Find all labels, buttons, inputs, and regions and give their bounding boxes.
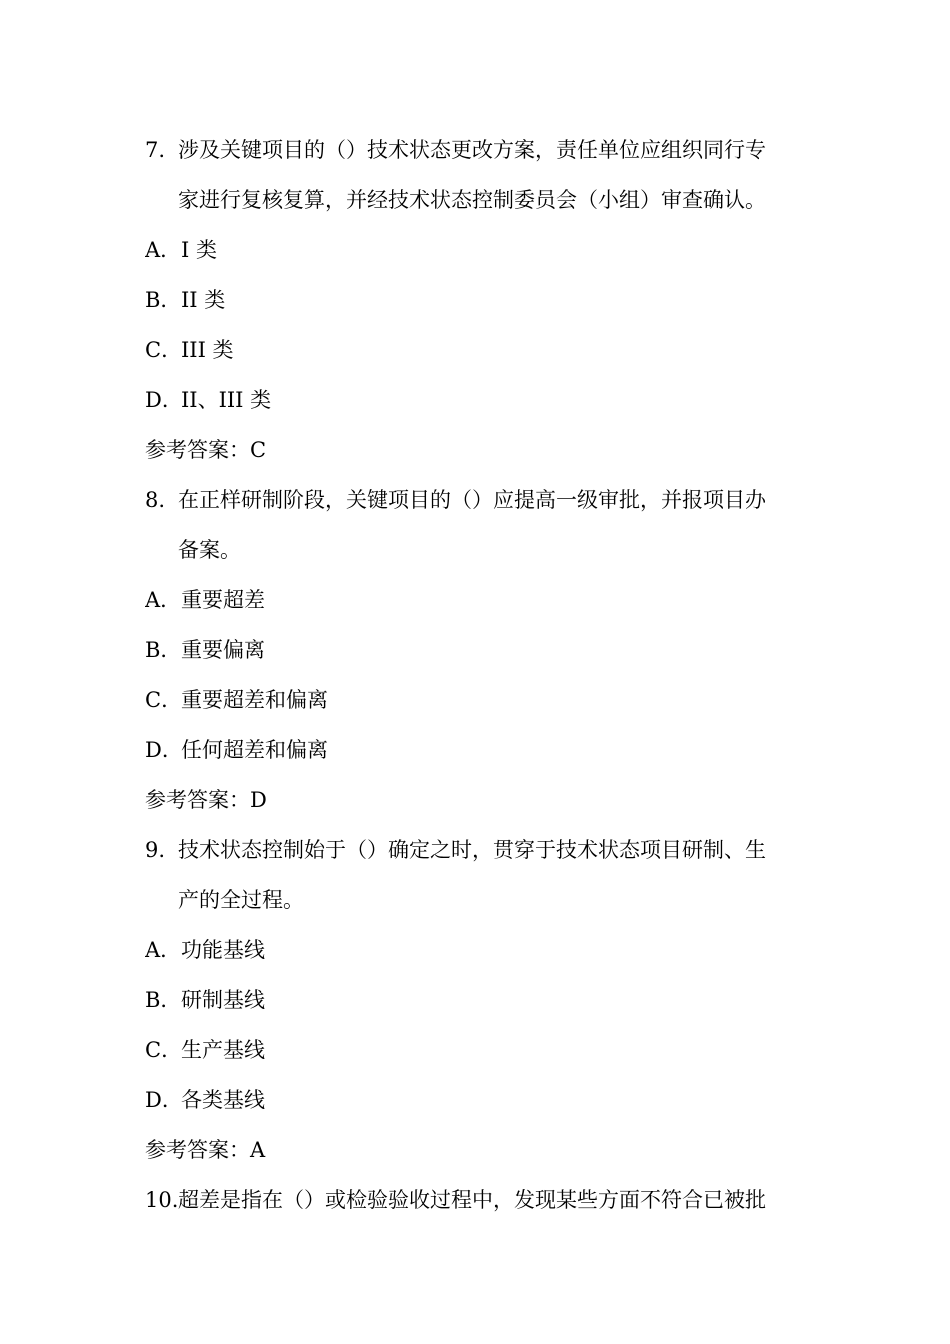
option-a xyxy=(145,925,810,975)
option-letter: C． xyxy=(145,338,183,362)
question-text: 超差是指在（）或检验验收过程中，发现某些方面不符合已被批 xyxy=(178,1188,766,1212)
question-text: 在正样研制阶段，关键项目的（）应提高一级审批，并报项目办 xyxy=(178,488,766,512)
option-text: I 类 xyxy=(181,238,217,262)
question-text-continued: 家进行复核复算，并经技术状态控制委员会（小组）审查确认。 xyxy=(178,188,766,212)
option-text: III 类 xyxy=(181,338,234,362)
option-text: 任何超差和偏离 xyxy=(181,738,328,762)
option-b xyxy=(145,975,810,1025)
option-text: 研制基线 xyxy=(181,988,265,1012)
question-9 xyxy=(145,825,810,1175)
question-stem-line xyxy=(145,825,810,875)
question-text: 涉及关键项目的（）技术状态更改方案，责任单位应组织同行专 xyxy=(178,138,766,162)
option-text: 重要偏离 xyxy=(181,638,265,662)
option-d xyxy=(145,725,810,775)
question-number: 10. xyxy=(145,1188,179,1212)
question-text-continued: 备案。 xyxy=(178,538,241,562)
question-number: 8. xyxy=(145,488,166,512)
option-c xyxy=(145,1025,810,1075)
option-letter: A． xyxy=(145,238,182,262)
question-list xyxy=(145,125,810,1225)
option-a xyxy=(145,225,810,275)
option-a xyxy=(145,575,810,625)
option-letter: D． xyxy=(145,738,183,762)
option-letter: C． xyxy=(145,1038,183,1062)
option-b xyxy=(145,275,810,325)
option-letter: A． xyxy=(145,938,182,962)
question-stem-line xyxy=(145,125,810,175)
question-7 xyxy=(145,125,810,475)
reference-answer: 参考答案：A xyxy=(145,1138,266,1162)
reference-answer: 参考答案：C xyxy=(145,438,267,462)
option-text: II、III 类 xyxy=(181,388,272,412)
option-text: II 类 xyxy=(181,288,226,312)
question-number: 9. xyxy=(145,838,166,862)
question-stem-line xyxy=(145,1175,810,1225)
option-text: 重要超差 xyxy=(181,588,265,612)
option-letter: B． xyxy=(145,288,182,312)
option-c xyxy=(145,325,810,375)
option-c xyxy=(145,675,810,725)
question-8 xyxy=(145,475,810,825)
option-d xyxy=(145,375,810,425)
question-number: 7. xyxy=(145,138,166,162)
option-letter: B． xyxy=(145,988,182,1012)
option-letter: D． xyxy=(145,388,183,412)
option-text: 重要超差和偏离 xyxy=(181,688,328,712)
question-10 xyxy=(145,1175,810,1225)
option-d xyxy=(145,1075,810,1125)
option-letter: B． xyxy=(145,638,182,662)
option-text: 各类基线 xyxy=(181,1088,265,1112)
question-text: 技术状态控制始于（）确定之时，贯穿于技术状态项目研制、生 xyxy=(178,838,766,862)
option-letter: D． xyxy=(145,1088,183,1112)
option-text: 功能基线 xyxy=(181,938,265,962)
question-text-continued: 产的全过程。 xyxy=(178,888,304,912)
option-letter: A． xyxy=(145,588,182,612)
option-letter: C． xyxy=(145,688,183,712)
option-b xyxy=(145,625,810,675)
question-stem-line xyxy=(145,475,810,525)
option-text: 生产基线 xyxy=(181,1038,265,1062)
reference-answer: 参考答案：D xyxy=(145,788,267,812)
